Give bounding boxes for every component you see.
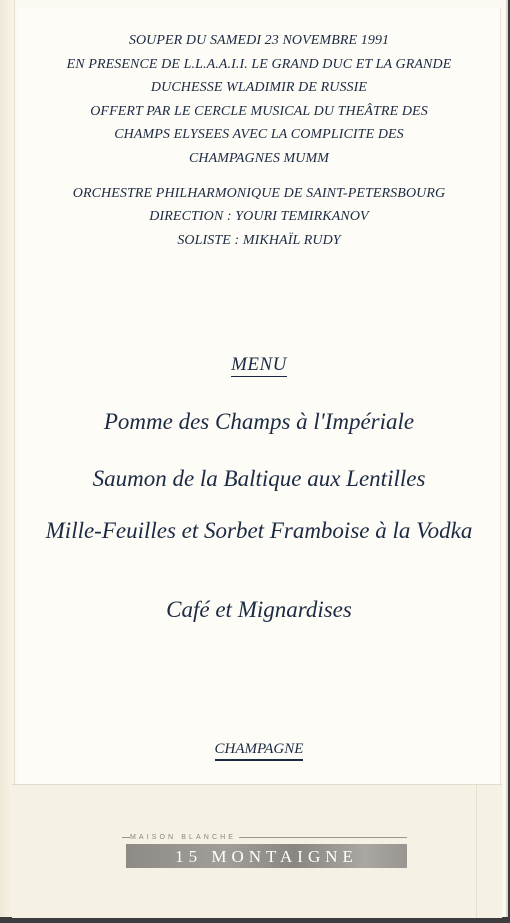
footer-flap — [12, 784, 502, 918]
header-line-host: OFFERT PAR LE CERCLE MUSICAL DU THEÂTRE DES — [90, 103, 428, 119]
course-item: Café et Mignardises — [166, 597, 352, 622]
event-header — [18, 29, 500, 252]
logo-name: 15 MONTAIGNE — [175, 847, 358, 866]
card-spine — [0, 0, 15, 917]
menu-heading-text: MENU — [231, 354, 287, 375]
course-item: Pomme des Champs à l'Impériale — [103, 409, 415, 434]
performer-orchestra: ORCHESTRE PHILHARMONIQUE DE SAINT-PETERSBOURG — [72, 185, 446, 201]
restaurant-logo — [122, 833, 407, 869]
header-line-date: SOUPER DU SAMEDI 23 NOVEMBRE 1991 — [128, 33, 390, 48]
header-line-guests: DUCHESSE WLADIMIR DE RUSSIE — [150, 80, 368, 96]
fold-line — [476, 785, 477, 918]
performer-soloist: SOLISTE : MIKHAÏL RUDY — [177, 232, 341, 248]
header-line-sponsor: CHAMPAGNES MUMM — [188, 150, 330, 166]
champagne-heading — [18, 741, 500, 758]
header-line-presence: EN PRESENCE DE L.L.A.A.I.I. LE GRAND DUC ET LA GRANDE — [66, 56, 452, 72]
course-item: Saumon de la Baltique aux Lentilles — [92, 466, 426, 491]
logo-tagline: MAISON BLANCHE — [130, 833, 239, 842]
champagne-heading-text: CHAMPAGNE — [215, 741, 304, 761]
course-item: Mille-Feuilles et Sorbet Framboise à la Vodka — [45, 518, 473, 543]
menu-heading — [18, 354, 500, 376]
header-line-venue: CHAMPS ELYSEES AVEC LA COMPLICITE DES — [114, 127, 404, 143]
performer-conductor: DIRECTION : YOURI TEMIRKANOV — [149, 209, 369, 225]
